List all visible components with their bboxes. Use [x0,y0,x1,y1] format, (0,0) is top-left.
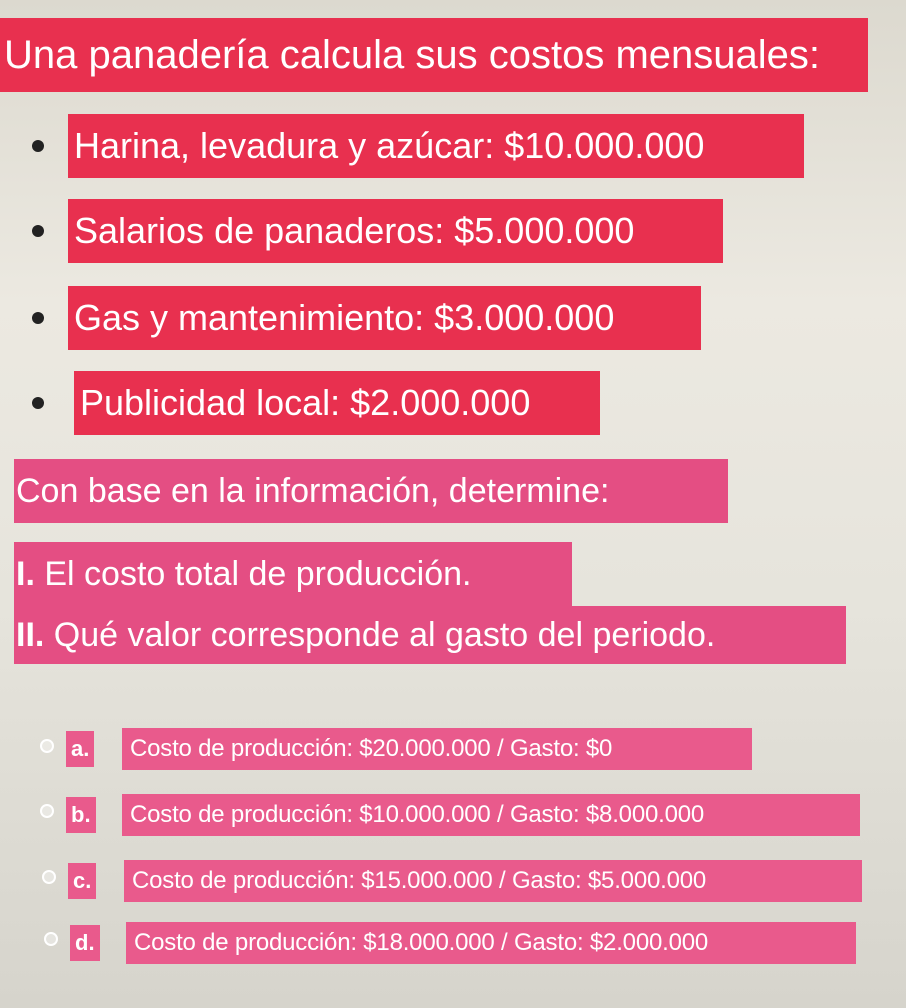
question-item-i [14,542,572,606]
bullet-icon [32,140,44,152]
option-d-letter[interactable]: d. [70,925,100,961]
option-d-label[interactable]: Costo de producción: $18.000.000 / Gasto: $2.000.000 [126,922,856,964]
option-c-radio[interactable] [42,870,56,884]
option-c-label[interactable]: Costo de producción: $15.000.000 / Gasto: $5.000.000 [124,860,862,902]
option-a-radio[interactable] [40,739,54,753]
question-item-ii [14,606,846,664]
option-b-radio[interactable] [40,804,54,818]
option-a-letter[interactable]: a. [66,731,94,767]
option-a-label[interactable]: Costo de producción: $20.000.000 / Gasto: $0 [122,728,752,770]
option-d-radio[interactable] [44,932,58,946]
item-numeral: II. [16,616,45,654]
option-c-letter[interactable]: c. [68,863,96,899]
item-text: El costo total de producción. [34,555,472,593]
item-text: Qué valor corresponde al gasto del periodo. [44,616,716,654]
cost-item-gas: Gas y mantenimiento: $3.000.000 [68,286,701,350]
option-b-letter[interactable]: b. [66,797,96,833]
question-intro: Una panadería calcula sus costos mensuales: [0,18,868,92]
item-numeral: I. [16,555,35,593]
cost-item-salaries: Salarios de panaderos: $5.000.000 [68,199,723,263]
cost-item-ingredients: Harina, levadura y azúcar: $10.000.000 [68,114,804,178]
bullet-icon [32,225,44,237]
bullet-icon [32,397,44,409]
option-b-label[interactable]: Costo de producción: $10.000.000 / Gasto: $8.000.000 [122,794,860,836]
question-prompt: Con base en la información, determine: [14,459,728,523]
cost-item-advertising: Publicidad local: $2.000.000 [74,371,600,435]
bullet-icon [32,312,44,324]
